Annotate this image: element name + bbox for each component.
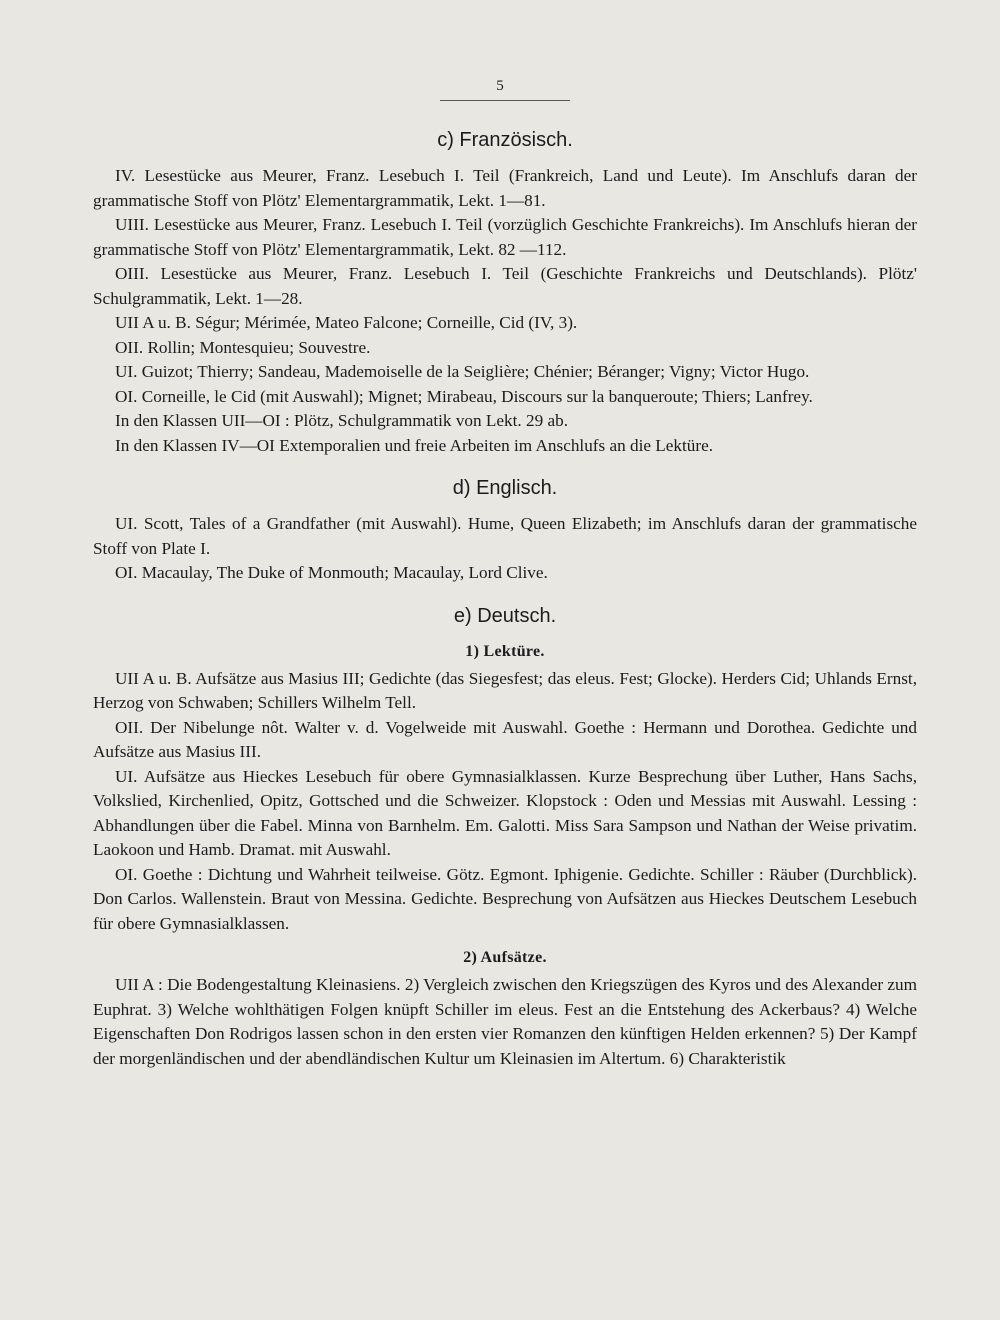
section-heading-englisch: d) Englisch. bbox=[452, 477, 558, 499]
paragraph: OIII. Lesestücke aus Meurer, Franz. Lesebuch I. Teil (Geschichte Frankreichs und Deutschlands). Plötz' Schulgrammatik, Lekt. 1—28. bbox=[93, 264, 917, 308]
paragraph: UII A : Die Bodengestaltung Kleinasiens. 2) Vergleich zwischen den Kriegszügen des Kyros und des Alexander zum Euphrat. 3) Welche wohlthätigen Folgen knüpft Schiller im eleus. Fest an die Entstehung des Ackerbaus? 4) Welche Eigenschaften Don Rodrigos lassen schon in den ersten vier Romanzen den künftigen Helden erkennen? 5) Der Kampf der morgenländischen und der abendländischen Kultur um Kleinasien im Altertum. 6) Charakteristik bbox=[93, 975, 917, 1068]
paragraph: UII A u. B. Ségur; Mérimée, Mateo Falcone; Corneille, Cid (IV, 3). bbox=[115, 313, 578, 332]
paragraph: UIII. Lesestücke aus Meurer, Franz. Lesebuch I. Teil (vorzüglich Geschichte Frankreichs). Im Anschlufs hieran der grammatische Stoff von Plötz' Elementargrammatik, Lekt. 82 —112. bbox=[93, 215, 917, 259]
page-content bbox=[93, 118, 917, 1071]
paragraph: In den Klassen IV—OI Extemporalien und freie Arbeiten im Anschlufs an die Lektüre. bbox=[115, 435, 714, 455]
paragraph: In den Klassen UII—OI : Plötz, Schulgrammatik von Lekt. 29 ab. bbox=[115, 411, 568, 430]
paragraph: OII. Der Nibelunge nôt. Walter v. d. Vogelweide mit Auswahl. Goethe : Hermann und Dorothea. Gedichte und Aufsätze aus Masius III. bbox=[93, 717, 917, 761]
section-heading-franzoesisch: c) Französisch. bbox=[437, 129, 573, 151]
subsection-heading-lektuere: 1) Lektüre. bbox=[465, 642, 545, 660]
subsection-heading-aufsaetze: 2) Aufsätze. bbox=[463, 949, 547, 966]
paragraph: OI. Corneille, le Cid (mit Auswahl); Mignet; Mirabeau, Discours sur la banqueroute; Thiers; Lanfrey. bbox=[115, 386, 813, 406]
paragraph: OI. Goethe : Dichtung und Wahrheit teilweise. Götz. Egmont. Iphigenie. Gedichte. Schiller : Räuber (Durchblick). Don Carlos. Wallenstein. Braut von Messina. Gedichte. Besprechung von Aufsätzen aus Hieckes Deutschem Lesebuch für obere Gymnasialklassen. bbox=[93, 864, 917, 933]
paragraph: IV. Lesestücke aus Meurer, Franz. Lesebuch I. Teil (Frankreich, Land und Leute). Im Anschlufs daran der grammatische Stoff von Plötz' Elementargrammatik, Lekt. 1—81. bbox=[93, 166, 917, 210]
header-rule bbox=[440, 100, 570, 101]
paragraph: UI. Aufsätze aus Hieckes Lesebuch für obere Gymnasialklassen. Kurze Besprechung über Luther, Hans Sachs, Volkslied, Kirchenlied, Opitz, Gottsched und die Schweizer. Klopstock : Oden und Messias mit Auswahl. Lessing : Abhandlungen über die Fabel. Minna von Barnhelm. Em. Galotti. Miss Sara Sampson und Nathan der Weise privatim. Laokoon und Hamb. Dramat. mit Auswahl. bbox=[93, 766, 917, 859]
page-number: 5 bbox=[496, 78, 504, 94]
section-heading-deutsch: e) Deutsch. bbox=[453, 604, 557, 627]
paragraph: UII A u. B. Aufsätze aus Masius III; Gedichte (das Siegesfest; das eleus. Fest; Glocke). Herders Cid; Uhlands Ernst, Herzog von Schwaben; Schillers Wilhelm Tell. bbox=[93, 668, 917, 712]
paragraph: UI. Scott, Tales of a Grandfather (mit Auswahl). Hume, Queen Elizabeth; im Anschlufs daran der grammatische Stoff von Plate I. bbox=[93, 514, 917, 558]
paragraph: UI. Guizot; Thierry; Sandeau, Mademoiselle de la Seiglière; Chénier; Béranger; Vigny; Victor Hugo. bbox=[115, 362, 810, 381]
paragraph: OII. Rollin; Montesquieu; Souvestre. bbox=[115, 337, 371, 357]
paragraph: OI. Macaulay, The Duke of Monmouth; Macaulay, Lord Clive. bbox=[115, 563, 548, 582]
